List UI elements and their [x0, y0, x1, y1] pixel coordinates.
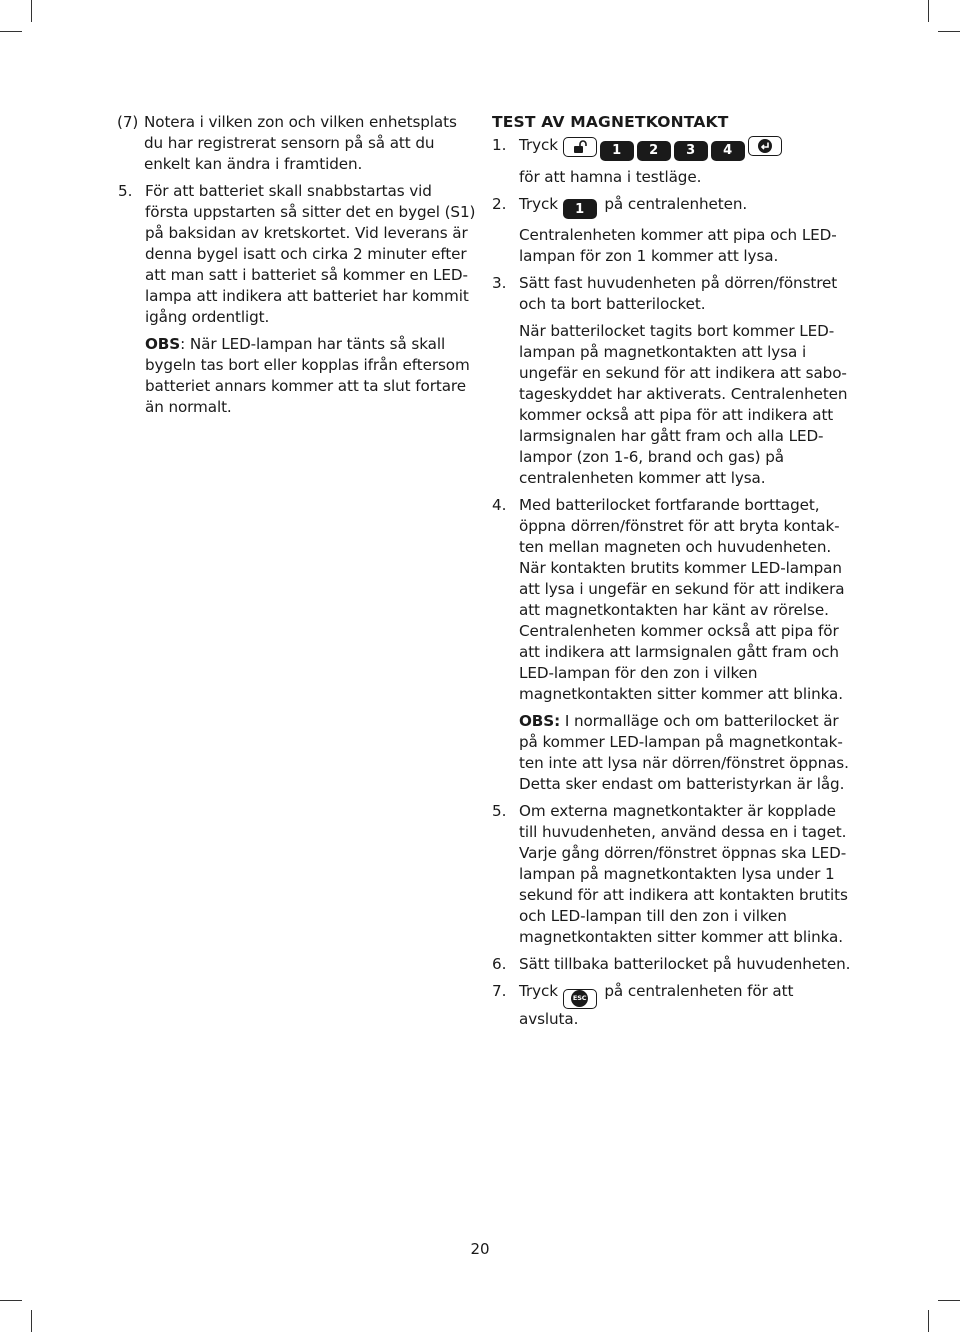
list-item	[118, 112, 478, 175]
item-number: 6.	[492, 955, 507, 973]
item-number: 5.	[492, 802, 507, 820]
key-1: 1	[600, 141, 634, 161]
obs-label: OBS	[145, 335, 181, 353]
item-number: 3.	[492, 274, 507, 292]
step-prefix: Tryck	[519, 194, 558, 213]
list-item	[492, 954, 852, 975]
item-number: 2.	[492, 194, 507, 213]
item-text: Om externa magnetkontakter är kopplade till huvudenheten, använd dessa en i taget. Varje gång dörren/fönstret öppnas ska LED-lampan på magnetkontakten lysa under 1 sekund för att indikera att kontakten brutits och LED-lampan till den zon i vilken magnetkontakten sitter kommer att blinka.	[519, 802, 848, 946]
crop-mark	[928, 0, 929, 22]
key-4: 4	[711, 141, 745, 161]
section-heading: TEST AV MAGNETKONTAKT	[492, 113, 729, 131]
item-text: Sätt tillbaka batterilocket på huvudenheten.	[519, 955, 851, 973]
esc-key	[563, 989, 597, 1009]
list-item	[492, 801, 852, 948]
list-item	[492, 273, 852, 315]
crop-mark	[0, 31, 22, 32]
esc-label: ESC	[571, 990, 588, 1007]
enter-key	[748, 136, 782, 156]
crop-mark	[928, 1310, 929, 1332]
item-number: 4.	[492, 496, 507, 514]
step-prefix: Tryck	[519, 982, 558, 1000]
item-number: 7.	[492, 982, 507, 1000]
list-item	[492, 981, 852, 1030]
step-suffix: på centralenheten för att avsluta.	[519, 982, 794, 1028]
step-detail: Centralenheten kommer att pipa och LED-lampan för zon 1 kommer att lysa.	[519, 226, 837, 265]
unlock-key	[563, 137, 597, 157]
item-number: 1.	[492, 136, 507, 154]
left-column	[118, 112, 478, 424]
item-text: För att batteriet skall snabbstartas vid första uppstarten så sitter det en bygel (S1) på baksidan av kretskortet. Vid leverans är denna bygel isatt och cirka 2 minuter efter att man satt i batteriet så kommer en LED-lampa att indikera att batteriet har kommit igång ordentligt.	[145, 182, 476, 326]
item-number: 5.	[118, 182, 133, 200]
enter-icon	[757, 138, 773, 154]
key-1: 1	[563, 199, 597, 219]
step-suffix: på centralenheten.	[604, 194, 748, 213]
step-detail: När batterilocket tagits bort kommer LED-lampan på magnetkontakten att lysa i ungefär en sekund för att indikera att sabotageskyddet har aktiverats. Centralenheten kommer också att pipa för att indikera att larmsignalen har gått fram och alla LED-lampor (zon 1-6, brand och gas) på centralenheten kommer att lysa.	[519, 322, 848, 487]
list-item	[118, 181, 478, 328]
crop-mark	[938, 31, 960, 32]
list-item	[492, 495, 852, 705]
obs-label: OBS:	[519, 712, 561, 730]
key-3: 3	[674, 141, 708, 161]
key-2: 2	[637, 141, 671, 161]
right-column	[492, 112, 852, 1036]
step-prefix: Tryck	[519, 136, 558, 154]
crop-mark	[938, 1300, 960, 1301]
obs-note	[145, 334, 478, 418]
obs-text: I normalläge och om batterilocket är på kommer LED-lampan på magnetkontakten inte att lysa när dörren/fönstret öppnas. Detta sker endast om batteristyrkan är låg.	[519, 712, 849, 793]
step-suffix: för att hamna i testläge.	[519, 167, 702, 186]
page-number: 20	[470, 1240, 490, 1258]
item-text: Sätt fast huvudenheten på dörren/fönstret och ta bort batterilocket.	[519, 274, 838, 313]
unlock-icon	[573, 140, 587, 154]
crop-mark	[31, 1310, 32, 1332]
crop-mark	[31, 0, 32, 22]
item-text: Med batterilocket fortfarande borttaget, öppna dörren/fönstret för att bryta kontakten mellan magneten och huvudenheten. När kontakten brutits kommer LED-lampan att lysa i ungefär en sekund för att indikera att magnetkontakten har känt av rörelse. Centralenheten kommer också att pipa för att indikera att larmsignalen gått fram och LED-lampan för den zon i vilken magnetkontakten sitter kommer att blinka.	[519, 496, 845, 703]
obs-note	[519, 711, 852, 795]
item-number: (7)	[117, 113, 139, 131]
crop-mark	[0, 1300, 22, 1301]
list-item	[492, 194, 852, 220]
item-text: Notera i vilken zon och vilken enhetsplats du har registrerat sensorn på så att du enkelt kan ändra i framtiden.	[144, 113, 457, 173]
list-item	[492, 135, 852, 161]
obs-text: : När LED-lampan har tänts så skall bygeln tas bort eller kopplas ifrån eftersom batteriet annars kommer att ta slut fortare än normalt.	[145, 335, 470, 416]
